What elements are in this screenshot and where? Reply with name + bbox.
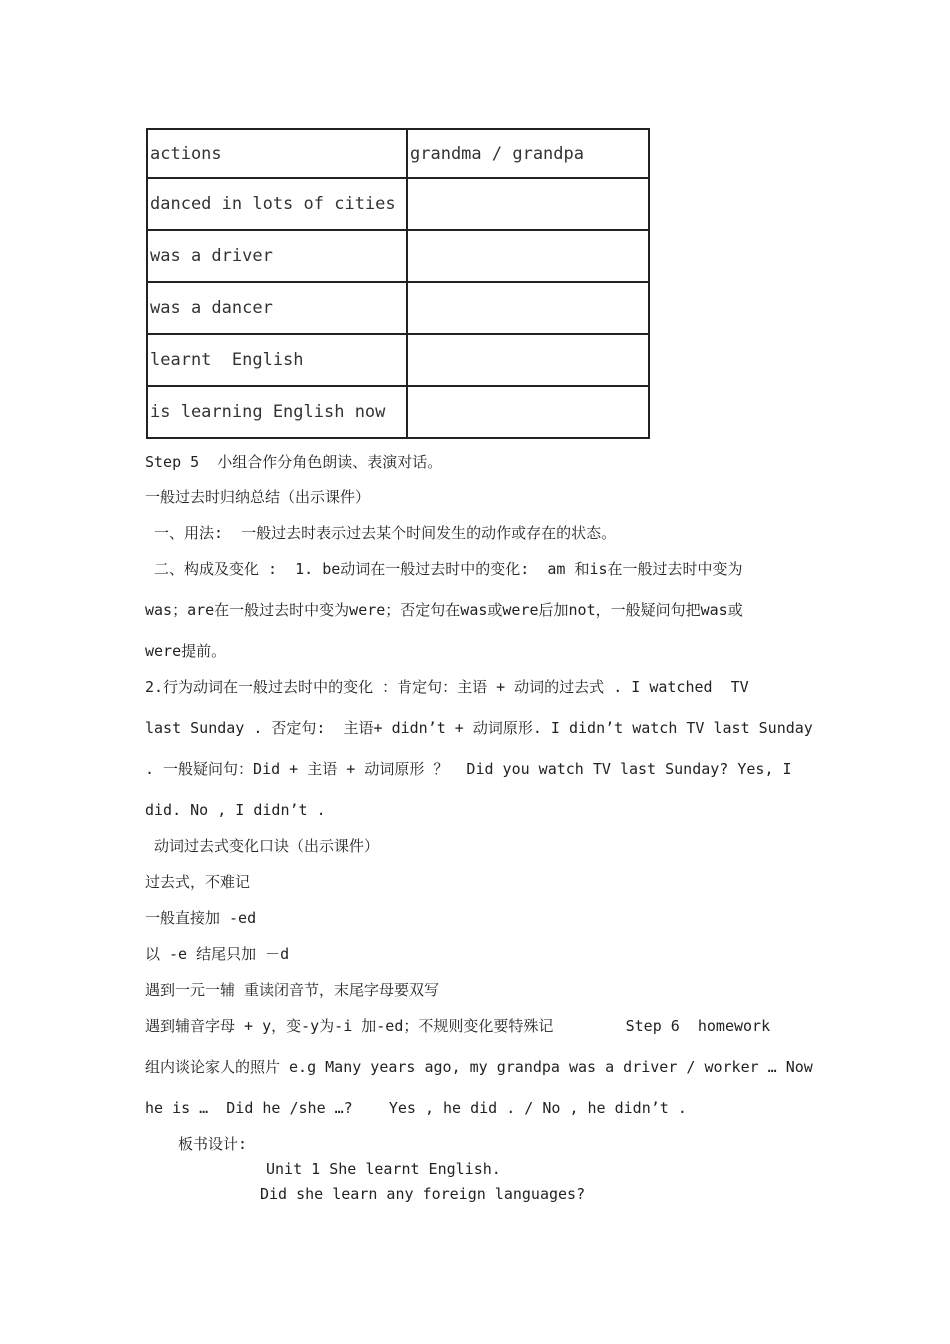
table-cell-action: was a dancer	[147, 282, 407, 334]
table-cell-action: danced in lots of cities	[147, 178, 407, 230]
header-cell-actions: actions	[147, 129, 407, 178]
board-line-1: Unit 1 She learnt English.	[266, 1160, 501, 1178]
action-verbs-line-3: . 一般疑问句：Did + 主语 + 动词原形 ？ Did you watch TV last Sunday? Yes, I	[145, 760, 792, 778]
rhyme-line-3: 以 -e 结尾只加 －d	[145, 945, 290, 963]
table-row	[147, 178, 649, 230]
rhyme-line-1: 过去式，不难记	[145, 873, 251, 891]
table-cell-action: was a driver	[147, 230, 407, 282]
table-cell-person	[407, 230, 649, 282]
action-verbs-line-2: last Sunday . 否定句: 主语+ didn’t + 动词原形. I didn’t watch TV last Sunday	[145, 719, 813, 737]
rhyme-line-4: 遇到一元一辅 重读闭音节，末尾字母要双写	[145, 981, 440, 999]
table-row	[147, 386, 649, 438]
action-verbs-line-4: did. No , I didn’t .	[145, 801, 326, 819]
homework-line-2: he is … Did he /she …? Yes , he did . / No , he didn’t .	[145, 1099, 687, 1117]
actions-table	[146, 128, 650, 439]
rhyme-title: 动词过去式变化口诀（出示课件）	[145, 837, 380, 855]
table-row	[147, 334, 649, 386]
table-header-row	[147, 129, 649, 178]
table-row	[147, 282, 649, 334]
structure-line-2: was；are在一般过去时中变为were；否定句在was或were后加not，一般疑问句把was或	[145, 601, 743, 619]
action-verbs-line: 2.行为动词在一般过去时中的变化 ：肯定句：主语 + 动词的过去式 . I watched TV	[145, 678, 749, 696]
table-cell-action: is learning English now	[147, 386, 407, 438]
table-cell-person	[407, 386, 649, 438]
usage-line: 一、用法: 一般过去时表示过去某个时间发生的动作或存在的状态。	[145, 524, 617, 542]
table-row	[147, 230, 649, 282]
rhyme-line-2: 一般直接加 -ed	[145, 909, 257, 927]
board-title: 板书设计:	[178, 1135, 248, 1153]
rhyme-line-5: 遇到辅音字母 + y，变-y为-i 加-ed；不规则变化要特殊记 Step 6 homework	[145, 1017, 771, 1035]
structure-line: 二、构成及变化 : 1. be动词在一般过去时中的变化: am 和is在一般过去时中变为	[145, 560, 743, 578]
homework-line-1: 组内谈论家人的照片 e.g Many years ago, my grandpa was a driver / worker … Now	[145, 1058, 813, 1076]
step5-line: Step 5 小组合作分角色朗读、表演对话。	[145, 453, 443, 471]
table-cell-person	[407, 178, 649, 230]
table-cell-action: learnt English	[147, 334, 407, 386]
structure-line-3: were提前。	[145, 642, 227, 660]
table-cell-person	[407, 334, 649, 386]
summary-title: 一般过去时归纳总结（出示课件）	[145, 488, 371, 506]
header-cell-grandma-grandpa: grandma / grandpa	[407, 129, 649, 178]
board-line-2: Did she learn any foreign languages?	[260, 1185, 586, 1203]
table-cell-person	[407, 282, 649, 334]
